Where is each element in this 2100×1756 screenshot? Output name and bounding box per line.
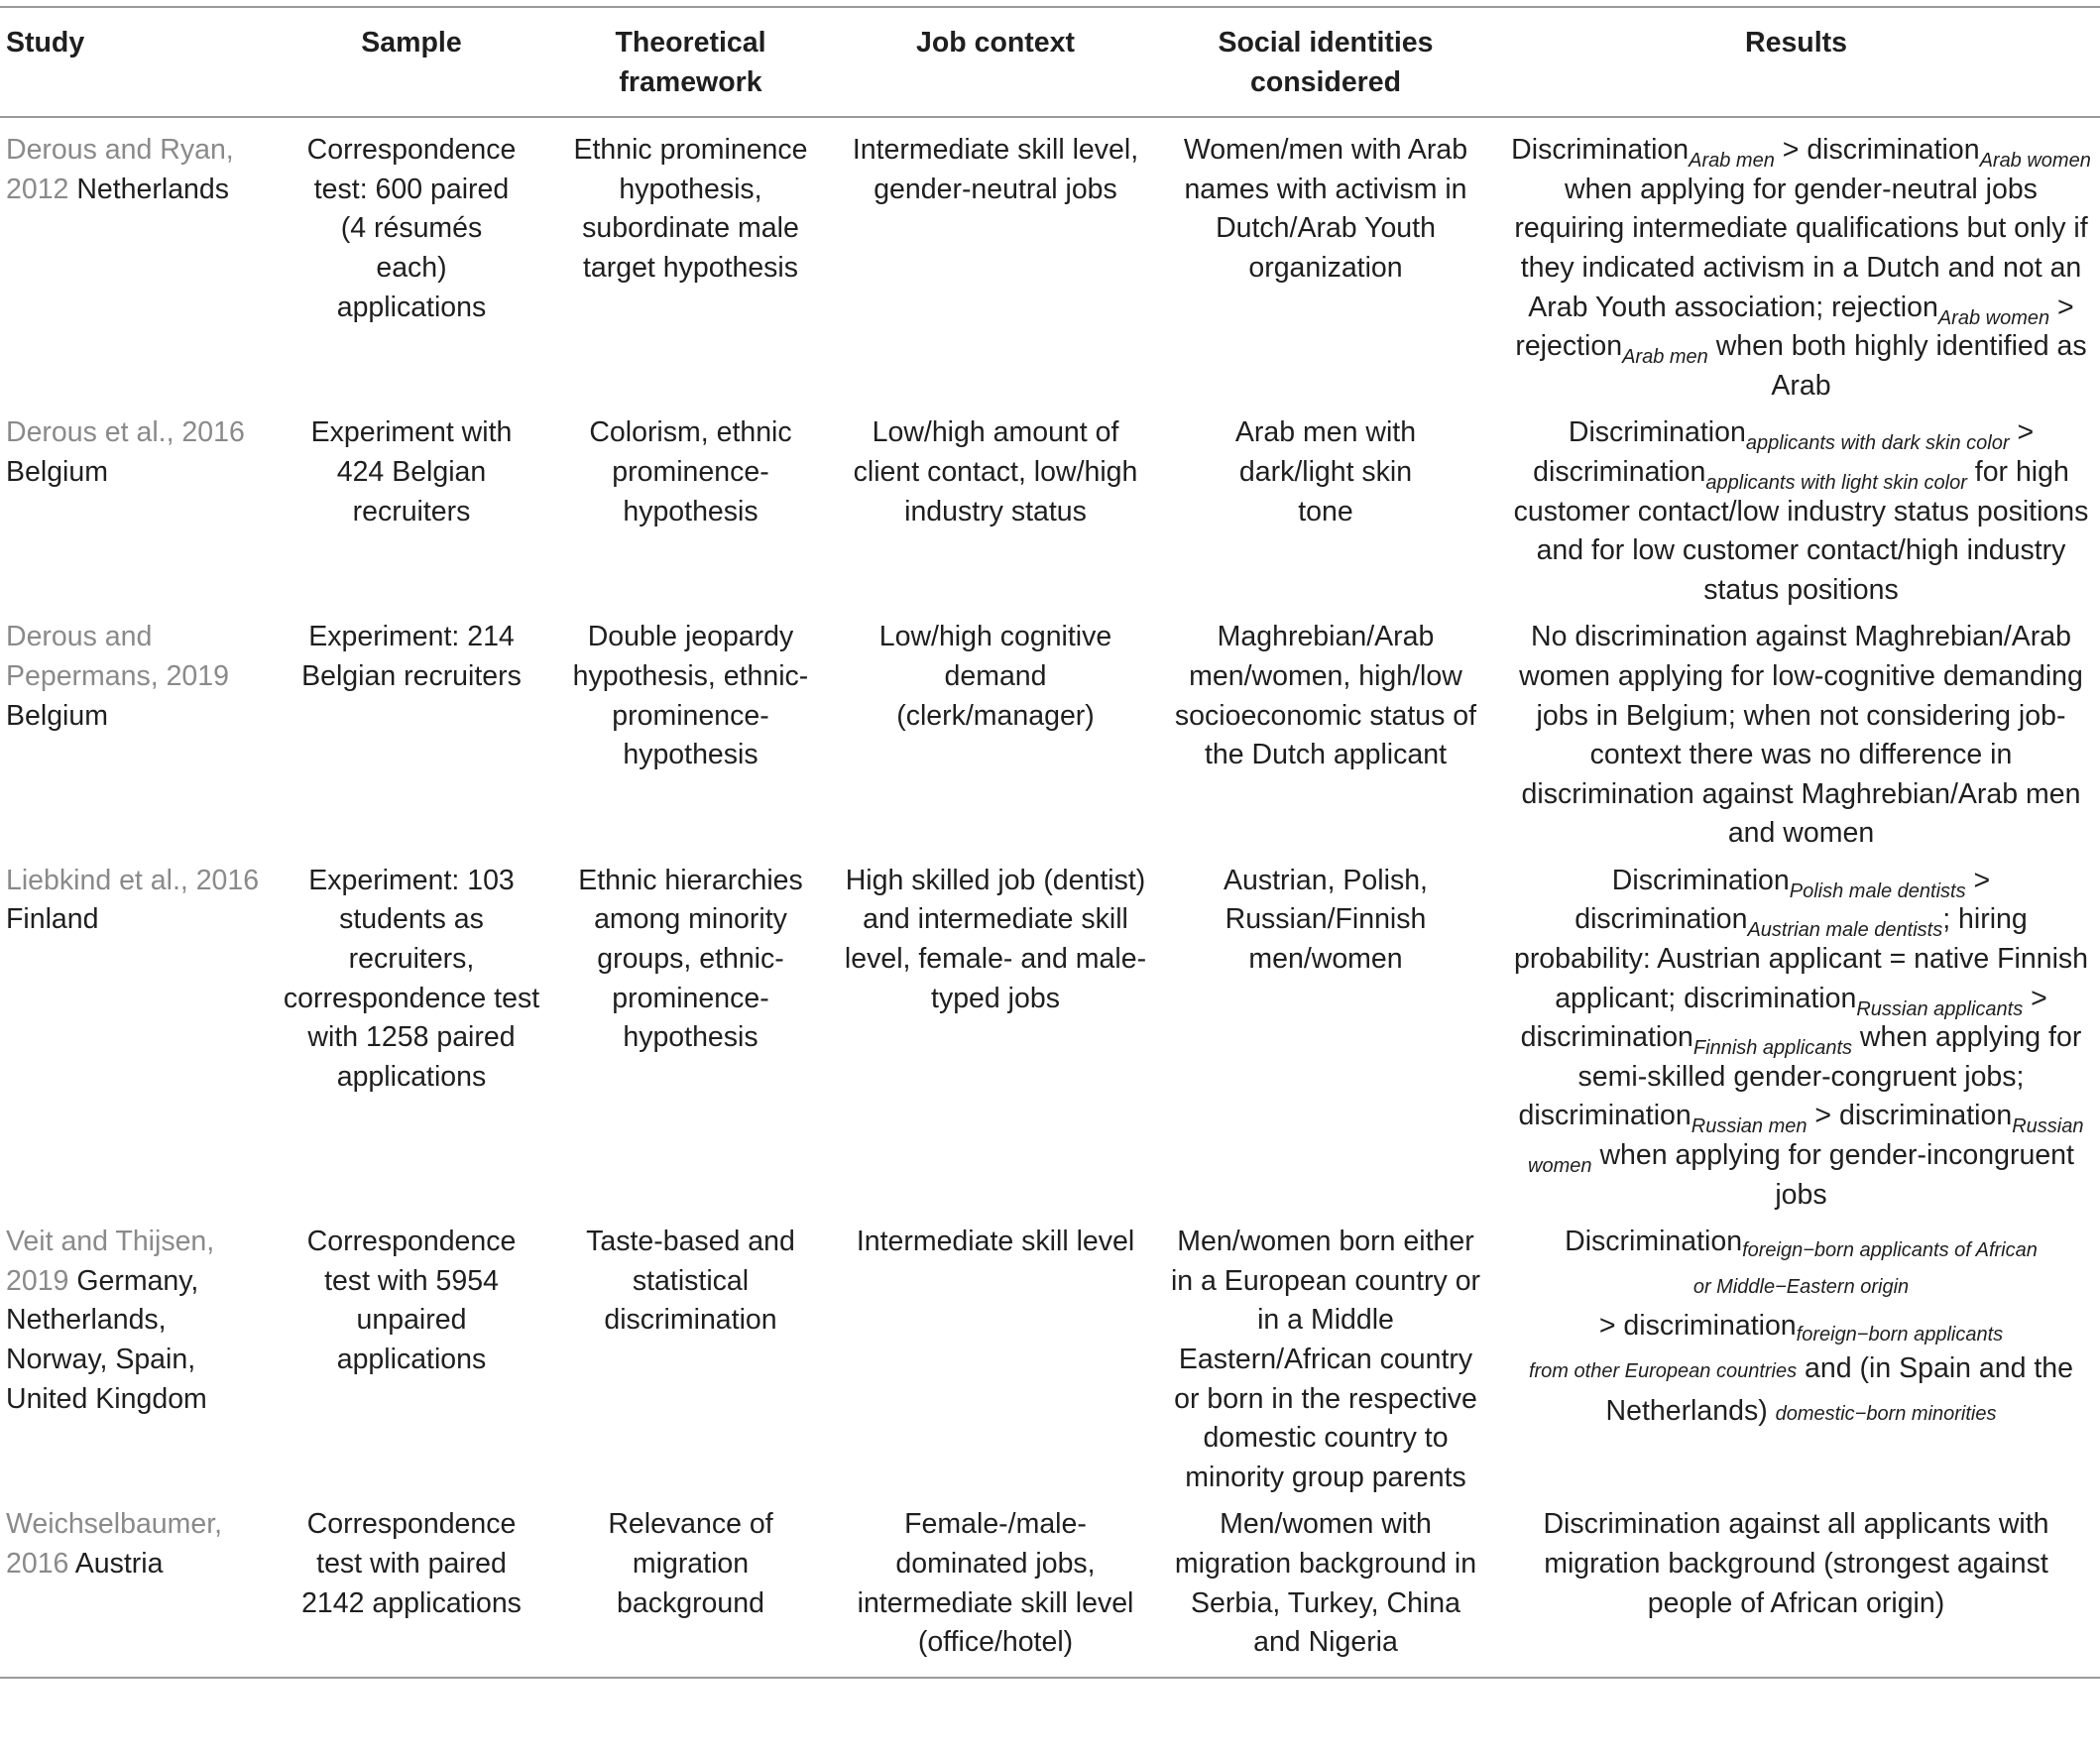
results-subscript: Russian women bbox=[1528, 1115, 2084, 1178]
results-text: > discrimination bbox=[1814, 1100, 2013, 1132]
header-job-context: Job context bbox=[916, 27, 1075, 59]
study-country: Austria bbox=[74, 1547, 164, 1580]
job-context-cell: Low/high amount of client contact, low/high industry status bbox=[853, 416, 1138, 527]
study-reference: Derous and Pepermans, 2019 bbox=[6, 621, 229, 692]
study-country: Netherlands bbox=[76, 173, 230, 205]
results-line bbox=[1506, 1349, 2096, 1434]
identities-cell: Austrian, Polish, Russian/Finnish men/women bbox=[1224, 864, 1428, 976]
results-line bbox=[1506, 1265, 2096, 1308]
study-reference: Derous and Ryan, 2012 bbox=[6, 134, 234, 205]
results-text: > discrimination bbox=[1533, 416, 2035, 488]
results-subscript: or Middle−Eastern origin bbox=[1692, 1275, 1910, 1298]
study-reference: Weichselbaumer, 2016 bbox=[6, 1508, 223, 1580]
framework-cell: Ethnic hierarchies among minority groups, ethnic-prominence-hypothesis bbox=[578, 864, 803, 1054]
results-subscript: Russian men bbox=[1691, 1115, 1808, 1138]
job-context-cell: Intermediate skill level, gender-neutral jobs bbox=[852, 134, 1139, 205]
table-row bbox=[0, 117, 2100, 409]
study-cell bbox=[0, 1500, 274, 1677]
results-cell bbox=[1492, 117, 2100, 409]
sample-cell: Experiment: 214 Belgian recruiters bbox=[301, 621, 522, 692]
table-row bbox=[0, 857, 2100, 1218]
identities-cell: Men/women with migration background in Serbia, Turkey, China and Nigeria bbox=[1174, 1508, 1477, 1659]
identities-cell: Women/men with Arab names with activism in Dutch/Arab Youth organization bbox=[1183, 134, 1468, 284]
results-text: Discrimination bbox=[1611, 864, 1790, 896]
results-cell: Discrimination against all applicants with migration background (strongest against people of African origin) bbox=[1543, 1508, 2049, 1619]
results-subscript: Polish male dentists bbox=[1789, 879, 1966, 902]
results-subscript: Arab women bbox=[1979, 150, 2091, 173]
header-framework: Theoretical framework bbox=[615, 27, 766, 98]
study-cell bbox=[0, 409, 274, 613]
results-text: when applying for gender-neutral jobs requiring intermediate qualifications but only if they indicated activism in a Dutch and not an Arab Youth association; rejection bbox=[1514, 173, 2088, 323]
header-results: Results bbox=[1745, 27, 1847, 59]
job-context-cell: High skilled job (dentist) and intermediate skill level, female- and male-typed jobs bbox=[844, 864, 1147, 1014]
results-text: > discrimination bbox=[1782, 134, 1980, 167]
results-text: > discrimination bbox=[1575, 864, 1991, 936]
job-context-cell: Low/high cognitive demand (clerk/manager) bbox=[878, 621, 1112, 732]
study-country: Germany, Netherlands, Norway, Spain, United Kingdom bbox=[6, 1264, 207, 1415]
results-text: when both highly identified as Arab bbox=[1715, 330, 2087, 402]
identities-cell: Men/women born either in a European country or in a Middle Eastern/African country or born in the respective domestic country to minority group parents bbox=[1170, 1226, 1481, 1493]
study-cell bbox=[0, 613, 274, 857]
header-social-identities: Social identities considered bbox=[1218, 27, 1434, 98]
results-subscript: foreign−born applicants bbox=[1796, 1324, 2004, 1346]
results-subscript: applicants with dark skin color bbox=[1745, 432, 2010, 455]
table-row bbox=[0, 1218, 2100, 1500]
results-text: when applying for gender-incongruent jobs bbox=[1599, 1139, 2074, 1211]
sample-cell: Correspondence test with paired 2142 applications bbox=[301, 1508, 522, 1619]
framework-cell: Relevance of migration background bbox=[608, 1508, 773, 1619]
identities-cell: Arab men with dark/light skin tone bbox=[1234, 416, 1417, 527]
identities-cell: Maghrebian/Arab men/women, high/low socioeconomic status of the Dutch applicant bbox=[1174, 621, 1477, 771]
results-text: Discrimination bbox=[1568, 416, 1746, 449]
study-cell bbox=[0, 857, 274, 1218]
results-text: > rejection bbox=[1515, 291, 2074, 363]
results-cell bbox=[1492, 857, 2100, 1218]
framework-cell: Double jeopardy hypothesis, ethnic-prominence-hypothesis bbox=[572, 621, 809, 771]
table-row bbox=[0, 613, 2100, 857]
sample-cell: Experiment with 424 Belgian recruiters bbox=[310, 416, 513, 527]
header-row bbox=[0, 7, 2100, 117]
framework-cell: Taste-based and statistical discrimination bbox=[586, 1226, 795, 1337]
results-text: Discrimination bbox=[1511, 134, 1690, 167]
header-sample: Sample bbox=[361, 27, 462, 59]
results-subscript: Austrian male dentists bbox=[1747, 919, 1943, 942]
framework-cell: Colorism, ethnic prominence-hypothesis bbox=[589, 416, 792, 527]
framework-cell: Ethnic prominence hypothesis, subordinate male target hypothesis bbox=[573, 134, 808, 284]
study-reference: Liebkind et al., 2016 bbox=[6, 864, 260, 896]
results-text: > discrimination bbox=[1598, 1310, 1797, 1343]
results-line bbox=[1506, 1223, 2096, 1265]
results-subscript: from other European countries bbox=[1528, 1360, 1798, 1382]
study-country: Belgium bbox=[6, 455, 108, 488]
table-row bbox=[0, 409, 2100, 613]
results-text: and (in Spain and the Netherlands) bbox=[1605, 1352, 2074, 1427]
header-study: Study bbox=[6, 27, 85, 59]
results-subscript: Finnish applicants bbox=[1692, 1037, 1852, 1060]
study-cell bbox=[0, 117, 274, 409]
study-country: Finland bbox=[6, 903, 99, 936]
table-row bbox=[0, 1500, 2100, 1677]
results-subscript: foreign−born applicants of African bbox=[1742, 1239, 2038, 1262]
results-cell bbox=[1492, 409, 2100, 613]
results-text: ; hiring probability: Austrian applicant = native Finnish applicant; discrimination bbox=[1513, 903, 2089, 1014]
sample-cell: Correspondence test with 5954 unpaired applications bbox=[306, 1226, 517, 1375]
results-text: for high customer contact/low industry status positions and for low customer contact/high industry status positions bbox=[1513, 455, 2089, 606]
study-reference: Veit and Thijsen, 2019 bbox=[6, 1226, 215, 1297]
job-context-cell: Intermediate skill level bbox=[856, 1226, 1135, 1258]
results-subscript: Russian applicants bbox=[1856, 997, 2024, 1020]
study-cell bbox=[0, 1218, 274, 1500]
study-reference: Derous et al., 2016 bbox=[6, 416, 245, 449]
results-subscript: domestic−born minorities bbox=[1775, 1402, 1997, 1425]
results-line bbox=[1506, 1307, 2096, 1349]
results-subscript: Arab men bbox=[1622, 346, 1708, 369]
results-text: Discrimination bbox=[1565, 1226, 1743, 1258]
results-subscript: applicants with light skin color bbox=[1705, 471, 1967, 494]
job-context-cell: Female-/male-dominated jobs, intermediate skill level (office/hotel) bbox=[857, 1508, 1134, 1659]
results-subscript: Arab women bbox=[1937, 306, 2050, 329]
sample-cell: Experiment: 103 students as recruiters, correspondence test with 1258 paired applications bbox=[283, 864, 540, 1093]
results-subscript: Arab men bbox=[1689, 150, 1775, 173]
results-text: > discrimination bbox=[1520, 982, 2047, 1054]
results-text: when applying for semi-skilled gender-congruent jobs; discrimination bbox=[1518, 1021, 2082, 1132]
results-cell: No discrimination against Maghrebian/Arab women applying for low-cognitive demanding jobs in Belgium; when not considering job-context there was no difference in discrimination against Maghrebian/Arab men and women bbox=[1519, 621, 2083, 850]
study-country: Belgium bbox=[6, 699, 108, 732]
sample-cell: Correspondence test: 600 paired (4 résumés each) applications bbox=[306, 134, 517, 323]
results-cell bbox=[1492, 1218, 2100, 1500]
studies-table bbox=[0, 6, 2100, 1679]
